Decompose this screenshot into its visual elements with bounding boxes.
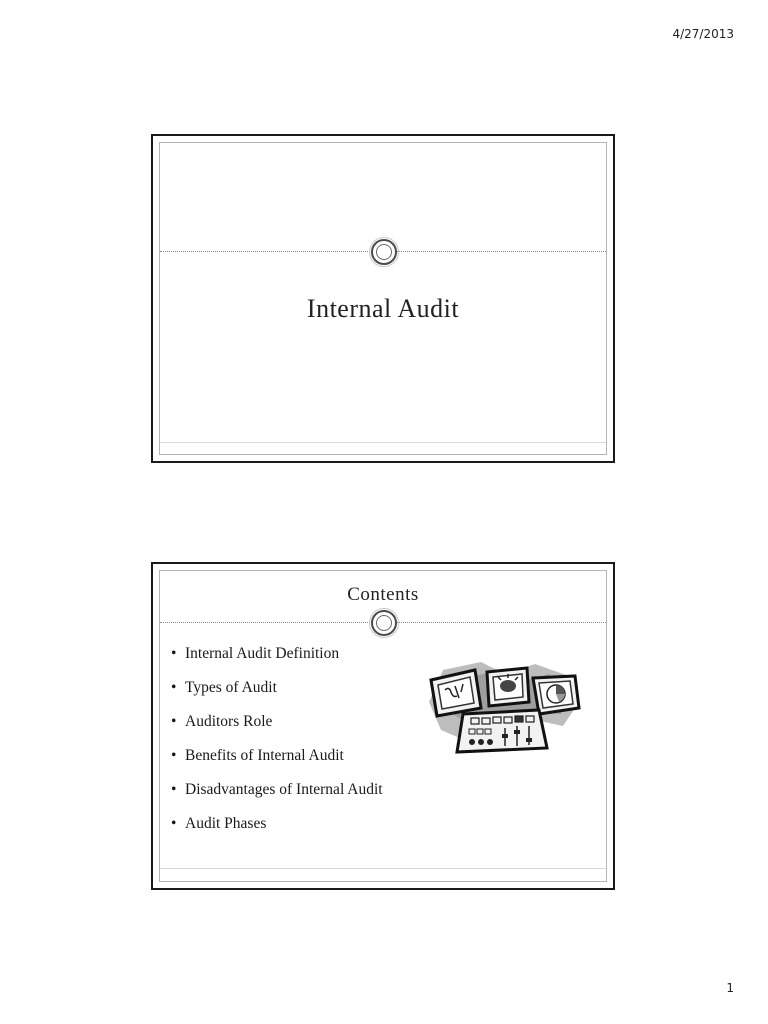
list-item	[171, 746, 383, 780]
list-item	[171, 814, 383, 848]
bullet-icon: •	[171, 679, 177, 696]
bullet-icon: •	[171, 815, 177, 832]
list-item-text: Audit Phases	[185, 815, 267, 832]
page-date: 4/27/2013	[672, 27, 734, 41]
list-item-text: Disadvantages of Internal Audit	[185, 781, 383, 798]
list-item-text: Internal Audit Definition	[185, 645, 340, 662]
bullet-icon: •	[171, 781, 177, 798]
list-item	[171, 678, 383, 712]
list-item-text: Types of Audit	[185, 679, 277, 696]
list-item	[171, 712, 383, 746]
contents-list	[171, 644, 383, 848]
bullet-icon: •	[171, 747, 177, 764]
slide-title-card	[151, 134, 615, 463]
slide-title: Contents	[347, 584, 419, 605]
circle-ornament-icon	[371, 610, 397, 636]
list-item	[171, 644, 383, 678]
slide-footer-line	[160, 442, 606, 443]
circle-ornament-icon	[371, 239, 397, 265]
bullet-icon: •	[171, 713, 177, 730]
list-item	[171, 780, 383, 814]
list-item-text: Auditors Role	[185, 713, 273, 730]
list-item-text: Benefits of Internal Audit	[185, 747, 344, 764]
slide-contents	[151, 562, 615, 890]
slide-footer-line	[160, 868, 606, 869]
computer-monitors-clipart-icon	[423, 656, 583, 756]
page-number: 1	[726, 981, 734, 995]
slide-title: Internal Audit	[306, 294, 460, 323]
bullet-icon: •	[171, 645, 177, 662]
